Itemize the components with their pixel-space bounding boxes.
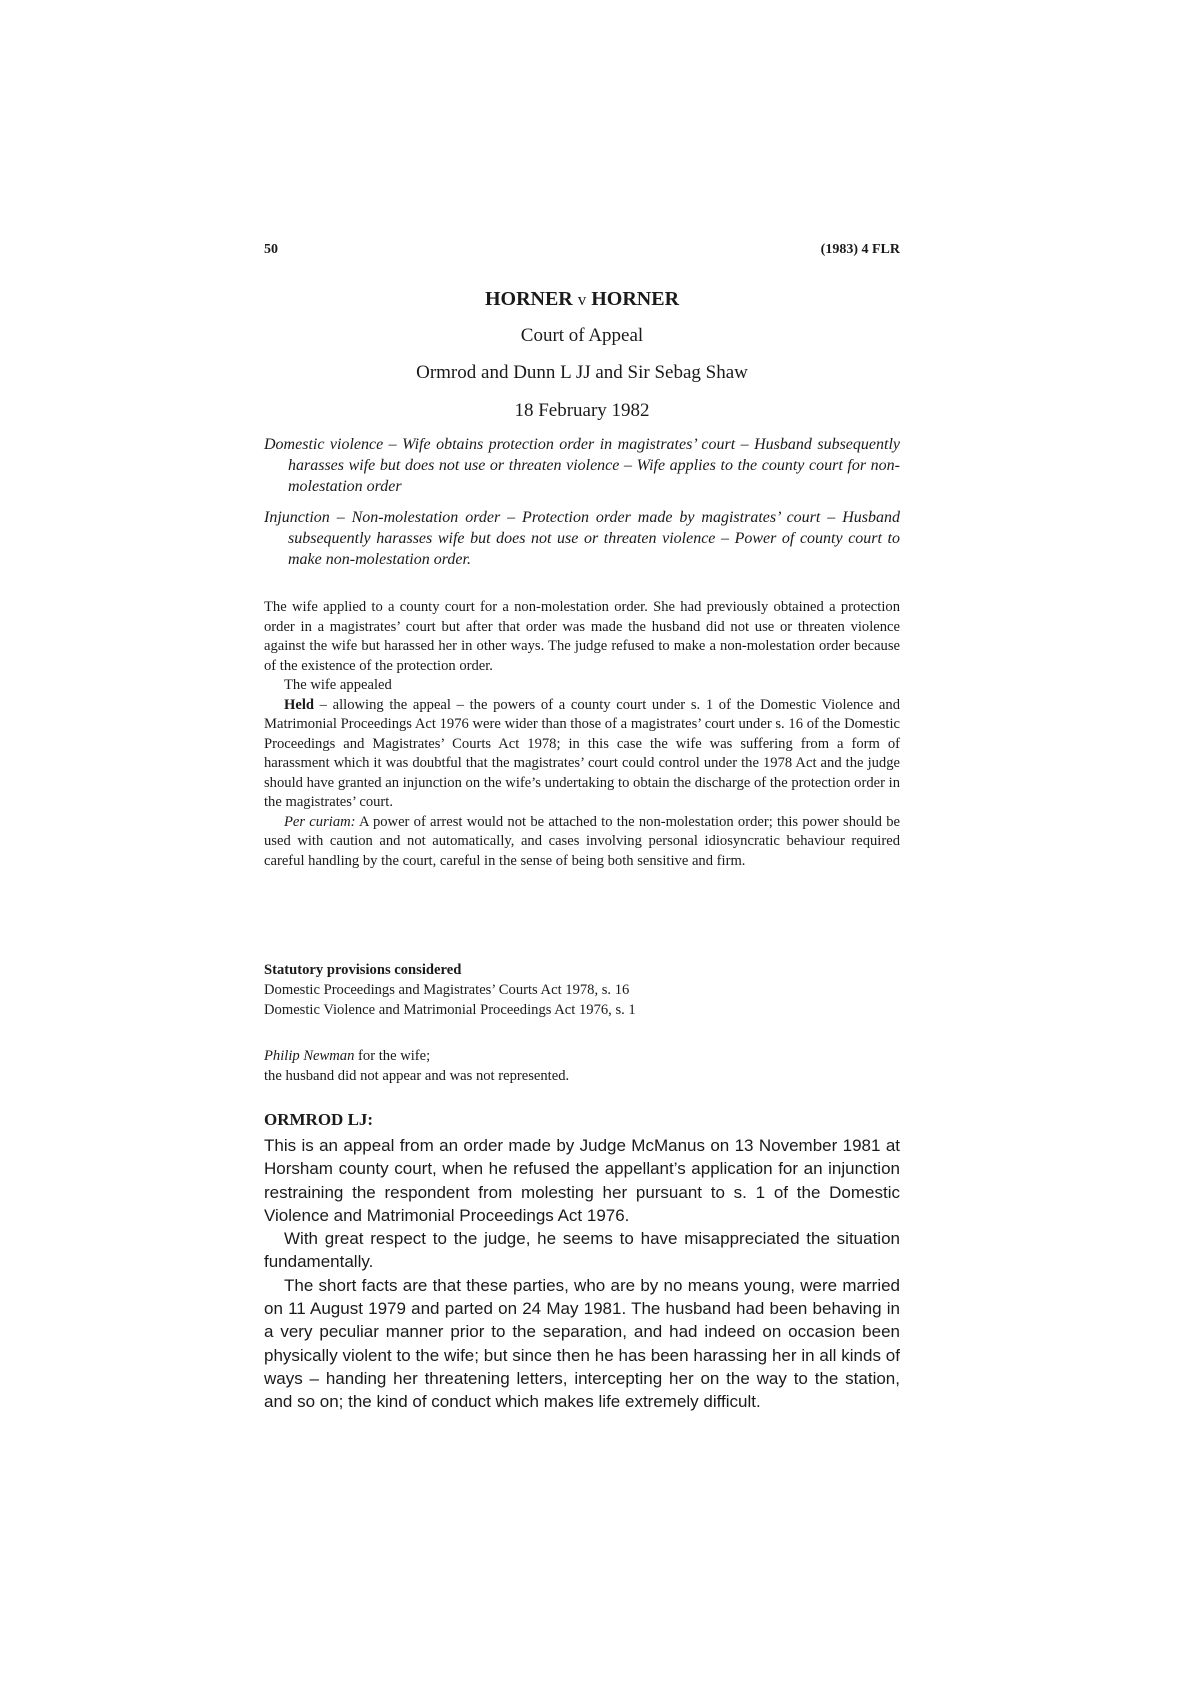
report-citation: (1983) 4 FLR bbox=[820, 242, 900, 257]
judgment-paragraph: This is an appeal from an order made by Judge McManus on 13 November 1981 at Horsham county court, when he refused the appellant’s application for an injunction restraining the respondent from molesting her pursuant to s. 1 of the Domestic Violence and Matrimonial Proceedings Act 1976. bbox=[264, 1136, 900, 1225]
headnote-appeal: The wife appealed bbox=[284, 677, 392, 693]
judges-line: Ormrod and Dunn L JJ and Sir Sebag Shaw bbox=[416, 362, 748, 383]
statutory-item: Domestic Violence and Matrimonial Proceedings Act 1976, s. 1 bbox=[264, 1002, 636, 1018]
catchword-paragraph: Domestic violence – Wife obtains protection order in magistrates’ court – Husband subsequently harasses wife but does not use or threaten violence – Wife applies to the county court for non-molestation order bbox=[264, 436, 900, 495]
page-number: 50 bbox=[264, 242, 278, 257]
case-title-right: HORNER bbox=[591, 288, 680, 310]
case-header bbox=[264, 286, 900, 424]
counsel-line bbox=[264, 1046, 900, 1066]
counsel-line-2: the husband did not appear and was not represented. bbox=[264, 1068, 570, 1084]
counsel-block bbox=[264, 1046, 900, 1086]
case-title bbox=[264, 286, 900, 313]
counsel-name: Philip Newman bbox=[264, 1048, 355, 1064]
held-text: – allowing the appeal – the powers of a county court under s. 1 of the Domestic Violence and Matrimonial Proceedings Act 1976 were wider than those of a magistrates’ court under s. 16 of the Domestic Proceedings and Magistrates’ Courts Act 1978; in this case the wife was suffering from a form of harassment which it was doubtful that the magistrates’ court could control under the 1978 Act and the judge should have granted an injunction on the wife’s undertaking to obtain the discharge of the protection order in the magistrates’ court. bbox=[264, 696, 900, 810]
decision-date: 18 February 1982 bbox=[514, 400, 650, 421]
case-title-left: HORNER bbox=[484, 288, 573, 310]
headnote-held bbox=[264, 696, 900, 813]
per-curiam-text: A power of arrest would not be attached to the non-molestation order; this power should be used with caution and not automatically, and cases involving personal idiosyncratic behaviour required careful handling by the court, careful in the sense of being both sensitive and firm. bbox=[264, 813, 900, 869]
headnote-facts: The wife applied to a county court for a non-molestation order. She had previously obtained a protection order in a magistrates’ court but after that order was made the husband did not use or threaten violence against the wife but harassed her in other ways. The judge refused to make a non-molestation order because of the existence of the protection order. bbox=[264, 599, 900, 674]
headnote bbox=[264, 598, 900, 871]
case-title-v: v bbox=[577, 290, 587, 309]
statutory-heading: Statutory provisions considered bbox=[264, 962, 462, 978]
statutory-item: Domestic Proceedings and Magistrates’ Courts Act 1978, s. 16 bbox=[264, 982, 630, 998]
judgment-paragraph: The short facts are that these parties, who are by no means young, were married on 11 August 1979 and parted on 24 May 1981. The husband had been behaving in a very peculiar manner prior to the separation, and had indeed on occasion been physically violent to the wife; but since then he has been harassing her in all kinds of ways – handing her threatening letters, intercepting her on the way to the station, and so on; the kind of conduct which makes life extremely difficult. bbox=[264, 1275, 900, 1412]
headnote-per-curiam bbox=[264, 813, 900, 872]
counsel-role: for the wife; bbox=[354, 1048, 431, 1064]
held-label: Held bbox=[284, 696, 314, 713]
court-name: Court of Appeal bbox=[520, 325, 644, 346]
judgment-paragraph: With great respect to the judge, he seems to have misappreciated the situation fundamentally. bbox=[264, 1229, 900, 1272]
catchwords bbox=[264, 434, 900, 580]
judge-heading: ORMROD LJ: bbox=[264, 1110, 374, 1129]
per-curiam-label: Per curiam: bbox=[284, 813, 356, 830]
statutory-provisions bbox=[264, 960, 900, 1020]
judgment bbox=[264, 1108, 900, 1414]
catchword-paragraph: Injunction – Non-molestation order – Protection order made by magistrates’ court – Husband subsequently harasses wife but does not use or threaten violence – Power of county court to make non-molestation order. bbox=[264, 509, 900, 568]
